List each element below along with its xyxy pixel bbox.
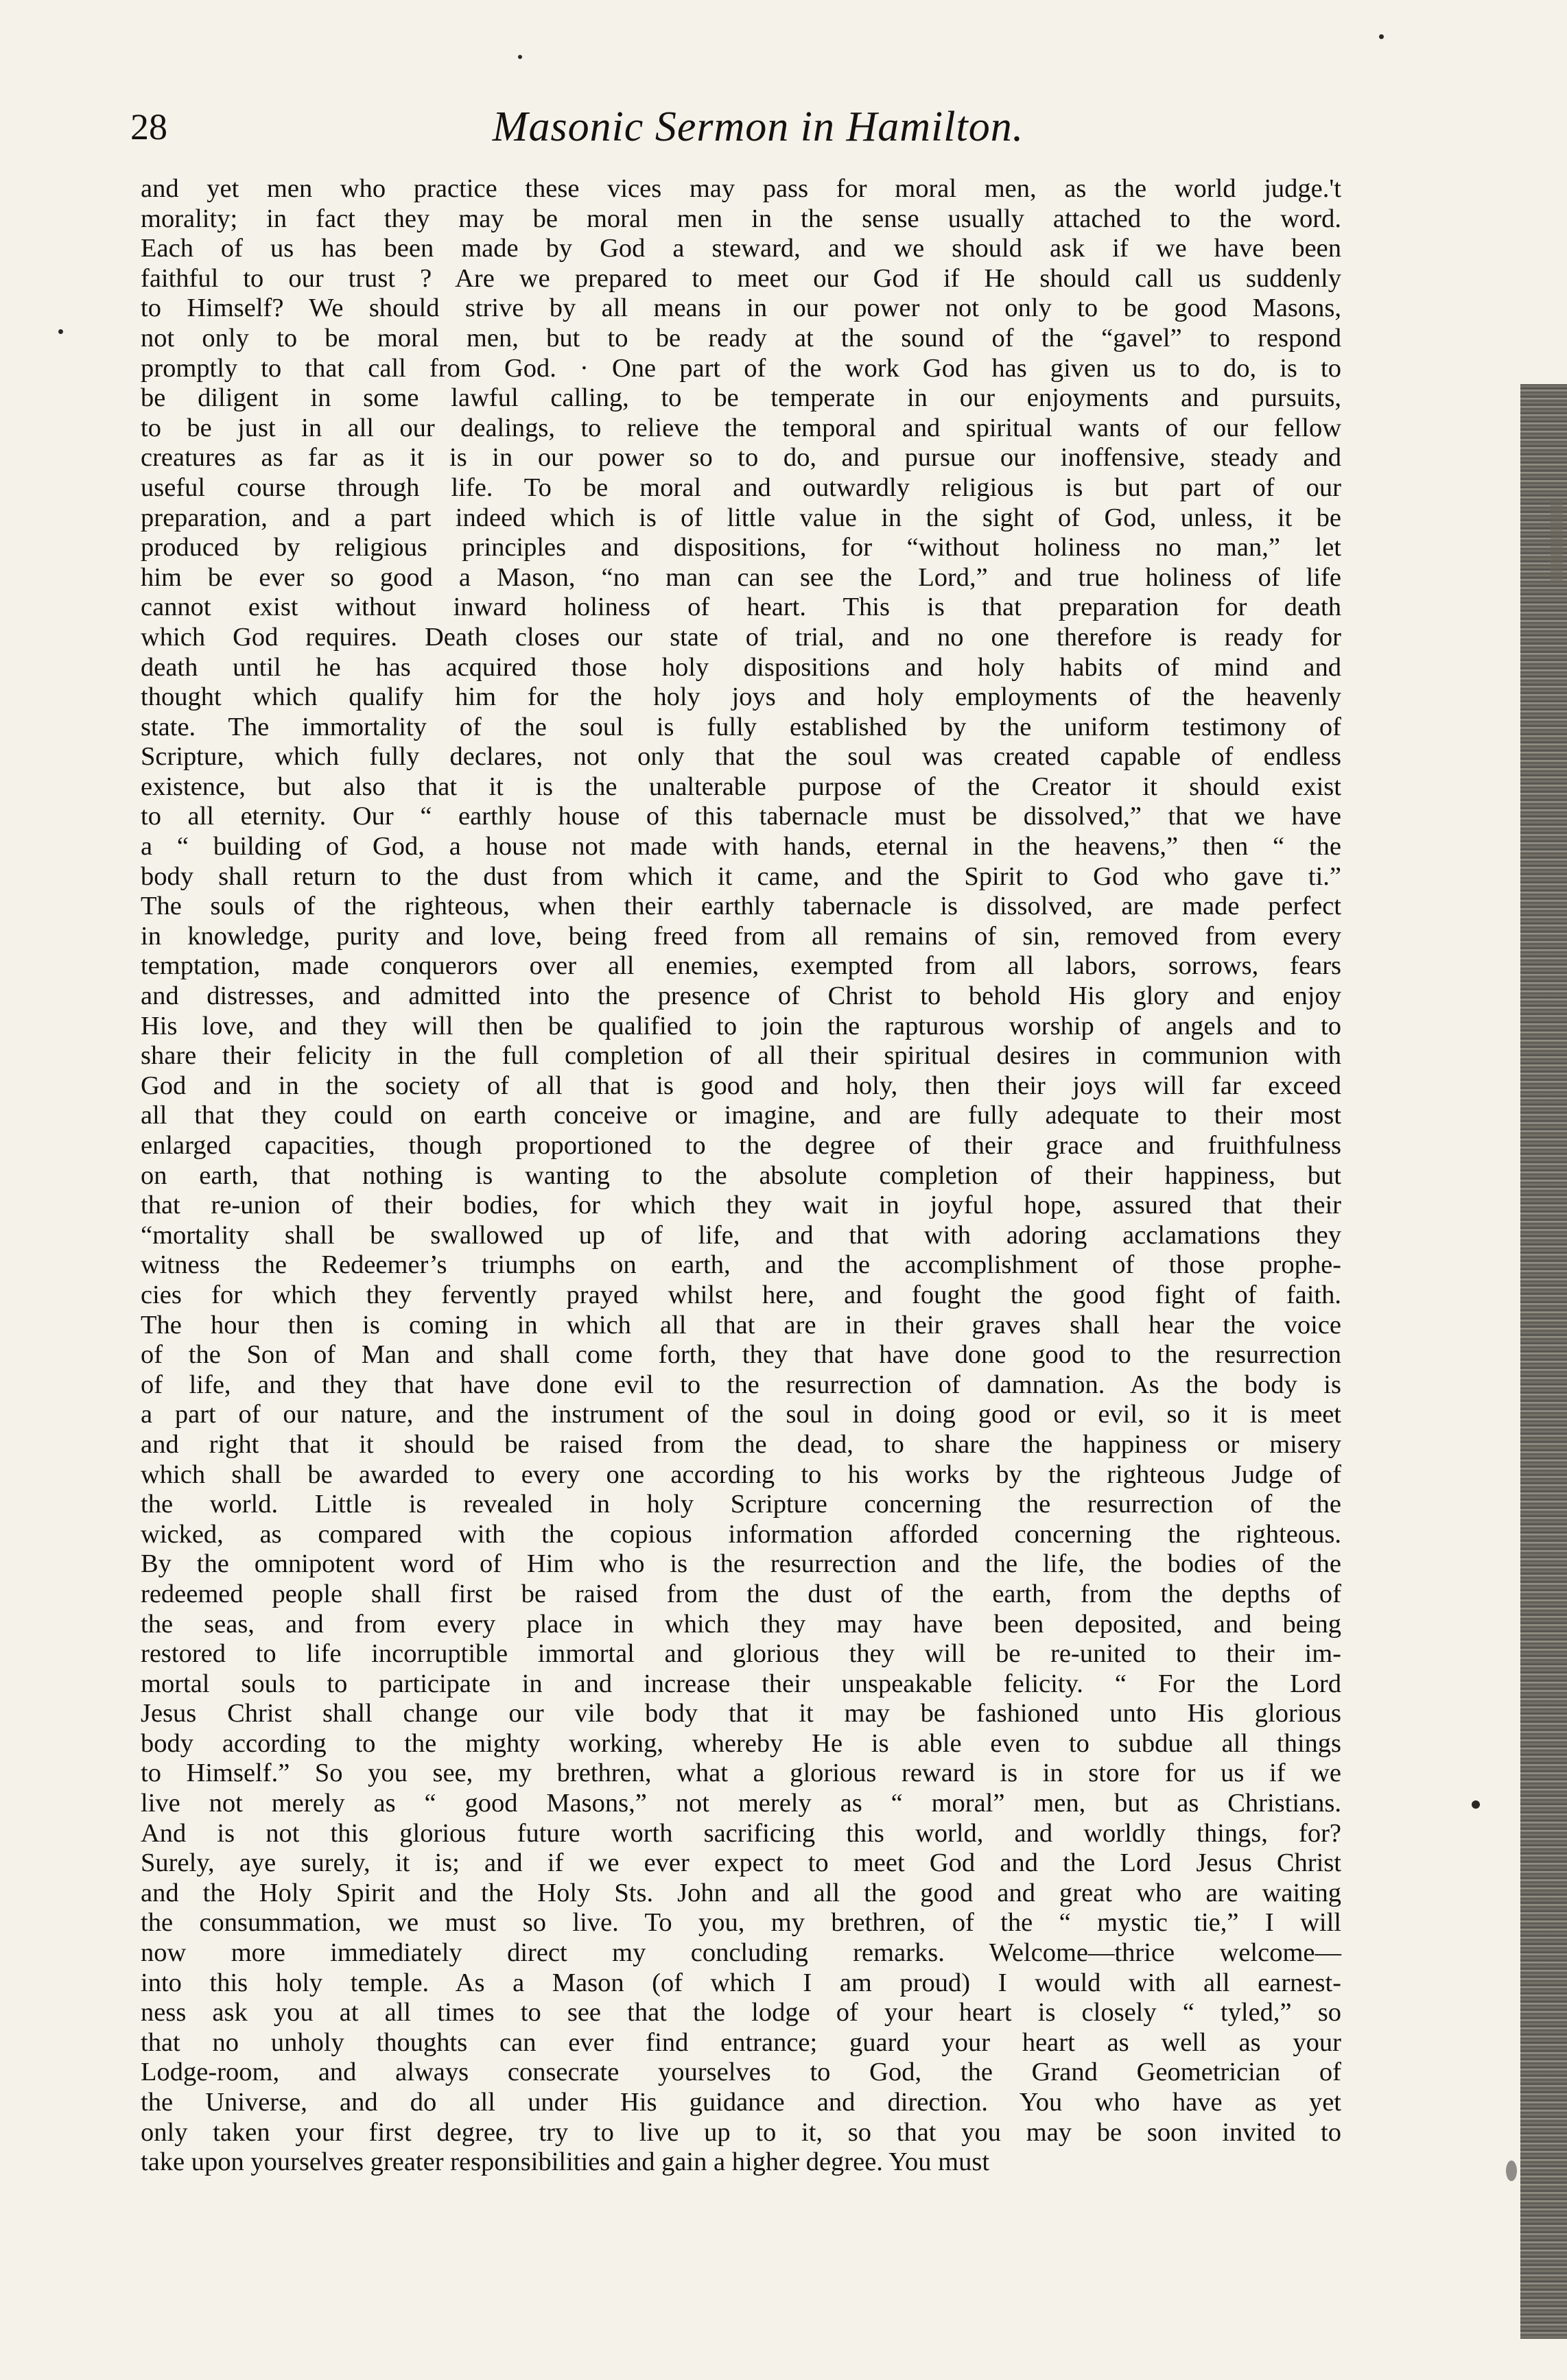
text-line: body shall return to the dust from which it came, and the Spirit to God who gave ti.” (141, 861, 1341, 891)
text-line: His love, and they will then be qualified to join the rapturous worship of angels and to (141, 1011, 1341, 1040)
text-line: “mortality shall be swallowed up of life, and that with adoring acclamations they (141, 1220, 1341, 1250)
text-line: of life, and they that have done evil to the resurrection of damnation. As the body is (141, 1370, 1341, 1399)
text-line: creatures as far as it is in our power so to do, and pursue our inoffensive, steady and (141, 443, 1341, 473)
text-line: ness ask you at all times to see that the lodge of your heart is closely “ tyled,” so (141, 1998, 1341, 2027)
text-line: thought which qualify him for the holy joys and holy employments of the heavenly (141, 682, 1341, 712)
ink-speck (58, 329, 63, 334)
text-line: and distresses, and admitted into the presence of Christ to behold His glory and enjoy (141, 981, 1341, 1011)
text-line: morality; in fact they may be moral men in the sense usually attached to the word. (141, 204, 1341, 233)
text-line: Each of us has been made by God a steward, and we should ask if we have been (141, 234, 1341, 263)
text-line: of the Son of Man and shall come forth, they that have done good to the resurrection (141, 1340, 1341, 1370)
text-line: to Himself.” So you see, my brethren, what a glorious reward is in store for us if we (141, 1759, 1341, 1788)
text-line: on earth, that nothing is wanting to the absolute completion of their happiness, but (141, 1161, 1341, 1190)
text-line: to be just in all our dealings, to relieve the temporal and spiritual wants of our fellow (141, 413, 1341, 442)
text-line: wicked, as compared with the copious information afforded concerning the righteous. (141, 1519, 1341, 1549)
text-line: redeemed people shall first be raised from the dust of the earth, from the depths of (141, 1579, 1341, 1608)
text-line: to all eternity. Our “ earthly house of this tabernacle must be dissolved,” that we have (141, 802, 1341, 831)
text-line: useful course through life. To be moral and outwardly religious is but part of our (141, 473, 1341, 502)
page-edge-mark (1551, 501, 1563, 583)
text-line: restored to life incorruptible immortal and glorious they will be re-united to their im- (141, 1639, 1341, 1669)
running-title: Masonic Sermon in Hamilton. (492, 104, 1024, 150)
text-line: God and in the society of all that is good and holy, then their joys will far exceed (141, 1071, 1341, 1100)
text-line: in knowledge, purity and love, being freed from all remains of sin, removed from every (141, 921, 1341, 951)
text-line: the seas, and from every place in which they may have been deposited, and being (141, 1609, 1341, 1639)
text-line: preparation, and a part indeed which is of little value in the sight of God, unless, it be (141, 503, 1341, 532)
text-line: cannot exist without inward holiness of heart. This is that preparation for death (141, 593, 1341, 622)
text-line: him be ever so good a Mason, “no man can see the Lord,” and true holiness of life (141, 562, 1341, 592)
text-line: and right that it should be raised from the dead, to share the happiness or misery (141, 1429, 1341, 1459)
text-line: The hour then is coming in which all that are in their graves shall hear the voice (141, 1310, 1341, 1340)
text-line: not only to be moral men, but to be ready at the sound of the “gavel” to respond (141, 323, 1341, 353)
text-line: The souls of the righteous, when their earthly tabernacle is dissolved, are made perfect (141, 892, 1341, 921)
text-line: death until he has acquired those holy dispositions and holy habits of mind and (141, 652, 1341, 682)
text-line: And is not this glorious future worth sacrificing this world, and worldly things, for? (141, 1818, 1341, 1848)
ink-speck (518, 55, 522, 59)
text-line: that no unholy thoughts can ever find entrance; guard your heart as well as your (141, 2027, 1341, 2057)
text-line: now more immediately direct my concluding remarks. Welcome—thrice welcome— (141, 1938, 1341, 1968)
page-header (130, 103, 1386, 158)
text-line: witness the Redeemer’s triumphs on earth, and the accomplishment of those prophe- (141, 1250, 1341, 1280)
text-line: Lodge-room, and always consecrate yourselves to God, the Grand Geometrician of (141, 2058, 1341, 2087)
text-line: a part of our nature, and the instrument of the soul in doing good or evil, so it is meet (141, 1400, 1341, 1429)
text-line: take upon yourselves greater responsibilities and gain a higher degree. You must (141, 2147, 990, 2177)
text-line: be diligent in some lawful calling, to be temperate in our enjoyments and pursuits, (141, 383, 1341, 413)
text-line: into this holy temple. As a Mason (of which I am proud) I would with all earnest- (141, 1968, 1341, 1997)
text-line: Scripture, which fully declares, not only that the soul was created capable of endless (141, 742, 1341, 772)
text-line: which shall be awarded to every one according to his works by the righteous Judge of (141, 1460, 1341, 1489)
ink-speck (1379, 34, 1384, 39)
page-edge-shadow (1520, 384, 1567, 2339)
text-line: that re-union of their bodies, for which they wait in joyful hope, assured that their (141, 1191, 1341, 1220)
text-line: enlarged capacities, though proportioned to the degree of their grace and fruithfulness (141, 1131, 1341, 1160)
ink-speck (1506, 2161, 1517, 2181)
text-line: Jesus Christ shall change our vile body that it may be fashioned unto His glorious (141, 1699, 1341, 1728)
text-line: body according to the mighty working, whereby He is able even to subdue all things (141, 1728, 1341, 1758)
text-line: all that they could on earth conceive or imagine, and are fully adequate to their most (141, 1101, 1341, 1130)
text-line: the world. Little is revealed in holy Scripture concerning the resurrection of the (141, 1490, 1341, 1519)
text-line: share their felicity in the full completion of all their spiritual desires in communion with (141, 1041, 1341, 1071)
text-line: faithful to our trust ? Are we prepared to meet our God if He should call us suddenly (141, 263, 1341, 293)
text-line: the Universe, and do all under His guidance and direction. You who have as yet (141, 2088, 1341, 2117)
text-line: Surely, aye surely, it is; and if we ever expect to meet God and the Lord Jesus Christ (141, 1848, 1341, 1878)
text-line: and yet men who practice these vices may pass for moral men, as the world judge.'t (141, 174, 1341, 203)
text-line: promptly to that call from God. · One part of the work God has given us to do, is to (141, 353, 1341, 383)
text-line: existence, but also that it is the unalterable purpose of the Creator it should exist (141, 772, 1341, 801)
sermon-body-text (141, 174, 1341, 2178)
text-line: the consummation, we must so live. To you, my brethren, of the “ mystic tie,” I will (141, 1908, 1341, 1938)
text-line: live not merely as “ good Masons,” not merely as “ moral” men, but as Christians. (141, 1789, 1341, 1818)
page-number: 28 (130, 106, 167, 147)
text-line: mortal souls to participate in and increase their unspeakable felicity. “ For the Lord (141, 1669, 1341, 1698)
text-line: produced by religious principles and dispositions, for “without holiness no man,” let (141, 533, 1341, 562)
text-line: a “ building of God, a house not made with hands, eternal in the heavens,” then “ the (141, 832, 1341, 861)
text-line: cies for which they fervently prayed whilst here, and fought the good fight of faith. (141, 1280, 1341, 1309)
text-line: which God requires. Death closes our state of trial, and no one therefore is ready for (141, 622, 1341, 652)
text-line: only taken your first degree, try to live up to it, so that you may be soon invited to (141, 2117, 1341, 2147)
text-line: to Himself? We should strive by all means in our power not only to be good Masons, (141, 294, 1341, 323)
text-line: state. The immortality of the soul is fully established by the uniform testimony of (141, 712, 1341, 741)
ink-speck (1472, 1800, 1480, 1809)
text-line: By the omnipotent word of Him who is the resurrection and the life, the bodies of the (141, 1549, 1341, 1579)
text-line: and the Holy Spirit and the Holy Sts. John and all the good and great who are waiting (141, 1878, 1341, 1907)
text-line: temptation, made conquerors over all enemies, exempted from all labors, sorrows, fears (141, 951, 1341, 981)
